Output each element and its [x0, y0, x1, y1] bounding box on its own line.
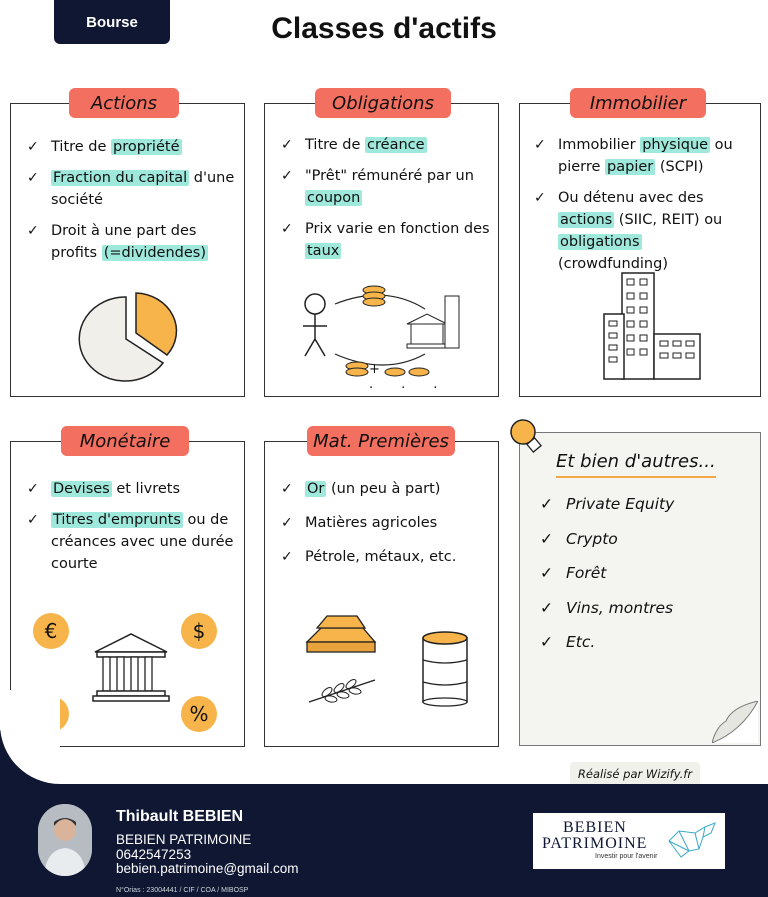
oil-barrel-icon: [417, 630, 473, 710]
coins-plus-label: + ...: [369, 362, 466, 392]
contact-email[interactable]: bebien.patrimoine@gmail.com: [116, 861, 299, 876]
gold-bars-icon: [301, 612, 381, 662]
card-immobilier: [519, 92, 761, 397]
list-item: ✓ Vins, montres: [540, 598, 674, 617]
card-actions: [10, 92, 245, 397]
bank-icon: [91, 630, 171, 705]
wheat-icon: [305, 672, 381, 708]
others-note: [519, 432, 761, 746]
card-title-obligations: Obligations: [315, 88, 451, 118]
list-item: ✓ Devises et livrets: [27, 481, 181, 497]
bourse-tag: Bourse: [54, 0, 170, 44]
list-item: ✓ Titre de créance: [281, 137, 425, 153]
card-title-monetaire: Monétaire: [61, 426, 189, 456]
matieres-list: [281, 478, 490, 577]
immobilier-list: [534, 134, 752, 284]
list-item: ✓ Crypto: [540, 529, 618, 548]
credit-label: Réalisé par Wizify.fr: [570, 762, 700, 786]
monetaire-list: [27, 478, 236, 584]
list-item: ✓ Ou détenu avec des actions (SIIC, REIT) ou obligations (crowdfunding): [534, 190, 723, 272]
bull-logo-icon: [665, 819, 721, 861]
card-title-actions: Actions: [69, 88, 179, 118]
page-curl-icon: [712, 701, 758, 743]
list-item: ✓ Matières agricoles: [281, 515, 438, 531]
actions-list: [27, 136, 236, 273]
others-list: [540, 495, 674, 668]
list-item: ✓ Titres d'emprunts ou de créances avec une durée courte: [27, 512, 234, 572]
logo-tagline: Investir pour l'avenir: [595, 853, 658, 860]
contact-company: BEBIEN PATRIMOINE: [116, 832, 252, 847]
list-item: ✓ Private Equity: [540, 495, 675, 513]
contact-name: Thibault BEBIEN: [116, 808, 244, 825]
list-item: ✓ Etc.: [540, 633, 596, 651]
logo-line-2: PATRIMOINE: [542, 835, 648, 852]
list-item: ✓ Immobilier physique ou pierre papier (SCPI): [534, 137, 733, 175]
dollar-icon: $: [181, 613, 217, 649]
card-obligations: [264, 92, 499, 397]
euro-icon: €: [33, 613, 69, 649]
card-title-immobilier: Immobilier: [570, 88, 706, 118]
company-logo: [533, 813, 725, 869]
list-item: ✓ Droit à une part des profits (=dividendes): [27, 223, 207, 261]
percent-icon: %: [181, 696, 217, 732]
list-item: ✓ "Prêt" rémunéré par un coupon: [281, 168, 474, 206]
list-item: ✓ Pétrole, métaux, etc.: [281, 549, 457, 565]
others-title: Et bien d'autres...: [556, 451, 716, 478]
list-item: ✓ Titre de propriété: [27, 139, 180, 155]
card-matieres-premieres: [264, 430, 499, 747]
obligations-list: [281, 134, 490, 271]
list-item: ✓ Or (un peu à part): [281, 481, 441, 497]
logo-line-1: BEBIEN: [563, 819, 627, 836]
registration-info: N°Orias : 23004441 / CIF / COA / MIBOSP: [116, 887, 249, 894]
avatar: [38, 804, 92, 876]
list-item: ✓ Prix varie en fonction des taux: [281, 221, 490, 259]
lightbulb-icon: [505, 414, 547, 458]
page-title: Classes d'actifs: [271, 12, 497, 45]
list-item: ✓ Fraction du capital d'une société: [27, 170, 235, 208]
pie-chart-icon: [71, 289, 191, 389]
list-item: ✓ Forêt: [540, 564, 607, 582]
contact-phone[interactable]: 0642547253: [116, 847, 192, 862]
card-title-matieres-premieres: Mat. Premières: [307, 426, 455, 456]
buildings-icon: [600, 269, 710, 384]
